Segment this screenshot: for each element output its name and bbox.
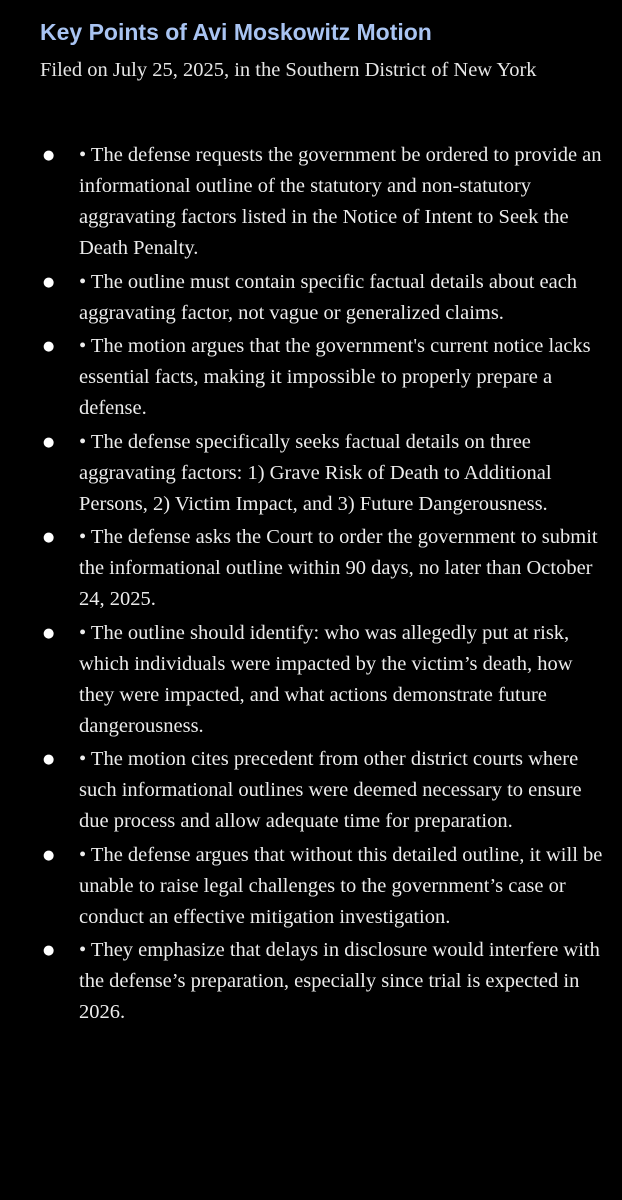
list-item <box>0 618 622 742</box>
list-item <box>0 267 622 329</box>
list-item-text: • The defense specifically seeks factual details on three aggravating factors: 1) Grave Risk of Death to Additional Persons, 2) Victim Impact, and 3) Future Dangerousness. <box>79 430 552 515</box>
list-item-text: • The defense argues that without this detailed outline, it will be unable to raise legal challenges to the government’s case or conduct an effective mitigation investigation. <box>79 843 603 928</box>
bullet-dot-icon: ● <box>43 339 55 354</box>
bullet-dot-icon: ● <box>43 148 55 163</box>
bullet-dot-icon: ● <box>43 530 55 545</box>
list-item <box>0 427 622 520</box>
bullet-dot-icon: ● <box>43 943 55 958</box>
filing-subtitle: Filed on July 25, 2025, in the Southern District of New York <box>40 59 537 81</box>
list-item-text: • The outline must contain specific factual details about each aggravating factor, not vague or generalized claims. <box>79 270 578 324</box>
page-title: Key Points of Avi Moskowitz Motion <box>40 19 432 45</box>
bullet-dot-icon: ● <box>43 625 55 641</box>
bullet-dot-icon: ● <box>43 434 55 450</box>
list-item-text: • The motion argues that the government's current notice lacks essential facts, making it impossible to properly prepare a defense. <box>79 335 591 419</box>
bullet-dot-icon: ● <box>43 847 55 863</box>
list-item-text: • They emphasize that delays in disclosure would interfere with the defense’s preparation, especially since trial is expected in 2026. <box>79 939 600 1023</box>
list-item-text: • The defense requests the government be ordered to provide an informational outline of the statutory and non-statutory aggravating factors listed in the Notice of Intent to Seek the Death Penalty. <box>79 144 602 259</box>
bullet-dot-icon: ● <box>43 274 55 290</box>
list-item <box>0 840 622 933</box>
list-item-text: • The motion cites precedent from other district courts where such informational outlines were deemed necessary to ensure due process and allow adequate time for preparation. <box>79 748 582 832</box>
list-item-text: • The outline should identify: who was allegedly put at risk, which individuals were impacted by the victim’s death, how they were impacted, and what actions demonstrate future dangerousness. <box>79 621 573 737</box>
list-item-text: • The defense asks the Court to order the government to submit the informational outline within 90 days, no later than October 24, 2025. <box>79 526 598 610</box>
list-item <box>0 140 622 264</box>
list-item <box>0 331 622 424</box>
bullet-dot-icon: ● <box>43 752 55 767</box>
list-item <box>0 744 622 837</box>
list-item <box>0 522 622 615</box>
list-item <box>0 935 622 1028</box>
key-points-list <box>0 140 622 1031</box>
